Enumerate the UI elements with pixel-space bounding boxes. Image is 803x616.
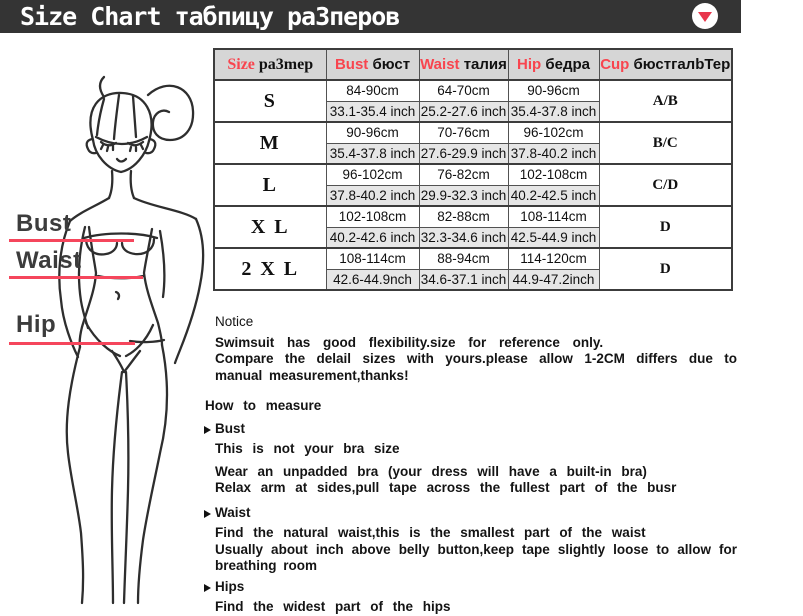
waist-measure-line [9,276,143,279]
bust-cm-cell: 108-114cm [326,248,419,269]
cup-cell: D [599,206,732,248]
header-bust-ru: бюст [372,56,411,73]
bullet-title: Bust [215,420,245,436]
bust-instruction: This is not your bra size [215,441,400,456]
waist-inch-cell: 27.6-29.9 inch [419,143,508,164]
bust-cm-cell: 102-108cm [326,206,419,227]
page-title: Size Chart табпицу ра3перов [20,2,400,31]
notice-heading: Notice [215,314,254,329]
waist-cm-cell: 82-88cm [419,206,508,227]
notice-line: Swimsuit has good flexibility.size for reference only. [215,334,604,350]
header-cup-en: Cup [600,56,630,73]
bust-inch-cell: 33.1-35.4 inch [326,101,419,122]
waist-instruction: Usually about inch above belly button,keep tape slightly loose to allow for breathing room [215,541,737,573]
waist-label: Waist [16,247,82,274]
bullet-arrow-icon [204,584,211,592]
size-table-header-row [214,49,732,80]
header-bust [326,49,419,80]
table-row [214,248,732,269]
bust-inch-cell: 35.4-37.8 inch [326,143,419,164]
waist-inch-cell: 34.6-37.1 inch [419,269,508,290]
bust-inch-cell: 40.2-42.6 inch [326,227,419,248]
cup-cell: C/D [599,164,732,206]
cup-cell: A/B [599,80,732,122]
waist-inch-cell: 32.3-34.6 inch [419,227,508,248]
table-row [214,122,732,143]
bust-section-title [204,421,742,438]
instructions-column [202,314,742,616]
hips-section-title [204,579,742,596]
how-to-measure-heading: How to measure [205,398,322,413]
header-bust-en: Bust [334,56,369,73]
cup-cell: B/C [599,122,732,164]
cup-cell: D [599,248,732,290]
header-hip [508,49,599,80]
title-bar [0,0,741,33]
bust-instruction: Wear an unpadded bra (your dress will have a built-in bra) [215,463,647,479]
hip-cm-cell: 90-96cm [508,80,599,101]
hip-cm-cell: 108-114cm [508,206,599,227]
hip-cm-cell: 102-108cm [508,164,599,185]
bust-measure-line [9,239,134,242]
bust-instruction: Relax arm at sides,pull tape across the fullest part of the busr [215,480,677,495]
hip-measure-line [9,342,135,345]
header-waist-en: Waist [420,56,460,73]
bullet-title: Hips [215,578,245,594]
header-cup-ru: бюстгалbТер [633,56,731,73]
hip-inch-cell: 37.8-40.2 inch [508,143,599,164]
hip-inch-cell: 42.5-44.9 inch [508,227,599,248]
size-cell: S [214,80,326,122]
header-hip-en: Hip [517,56,542,73]
hip-label: Hip [16,311,57,338]
waist-cm-cell: 70-76cm [419,122,508,143]
hips-instruction: Find the widest part of the hips [215,599,451,614]
header-hip-ru: бедра [545,56,590,73]
brand-badge [692,3,718,29]
header-size-ru: pa3mep [258,55,314,73]
bust-cm-cell: 90-96cm [326,122,419,143]
bust-inch-cell: 42.6-44.9nch [326,269,419,290]
size-table [213,48,733,291]
waist-section-title [204,505,742,522]
size-cell: L [214,164,326,206]
waist-instruction: Find the natural waist,this is the smallest part of the waist [215,525,646,540]
waist-cm-cell: 88-94cm [419,248,508,269]
waist-inch-cell: 29.9-32.3 inch [419,185,508,206]
hip-cm-cell: 114-120cm [508,248,599,269]
bust-label: Bust [16,210,72,237]
table-row [214,164,732,185]
bust-cm-cell: 96-102cm [326,164,419,185]
size-cell: X L [214,206,326,248]
header-cup [599,49,732,80]
waist-inch-cell: 25.2-27.6 inch [419,101,508,122]
hip-inch-cell: 35.4-37.8 inch [508,101,599,122]
bullet-arrow-icon [204,426,211,434]
notice-line: Compare the delail sizes with yours.please allow 1-2CM differs due to manual measurement,thanks! [215,351,737,383]
header-size [214,49,326,80]
table-row [214,206,732,227]
bust-cm-cell: 84-90cm [326,80,419,101]
hip-inch-cell: 44.9-47.2inch [508,269,599,290]
size-cell: M [214,122,326,164]
triangle-down-icon [698,12,712,22]
hip-cm-cell: 96-102cm [508,122,599,143]
table-row [214,80,732,101]
header-waist [419,49,508,80]
header-waist-ru: талия [463,56,507,73]
header-size-en: Size [227,55,255,73]
size-cell: 2 X L [214,248,326,290]
bullet-arrow-icon [204,510,211,518]
bullet-title: Waist [215,504,251,520]
waist-cm-cell: 64-70cm [419,80,508,101]
hip-inch-cell: 40.2-42.5 inch [508,185,599,206]
bust-inch-cell: 37.8-40.2 inch [326,185,419,206]
waist-cm-cell: 76-82cm [419,164,508,185]
